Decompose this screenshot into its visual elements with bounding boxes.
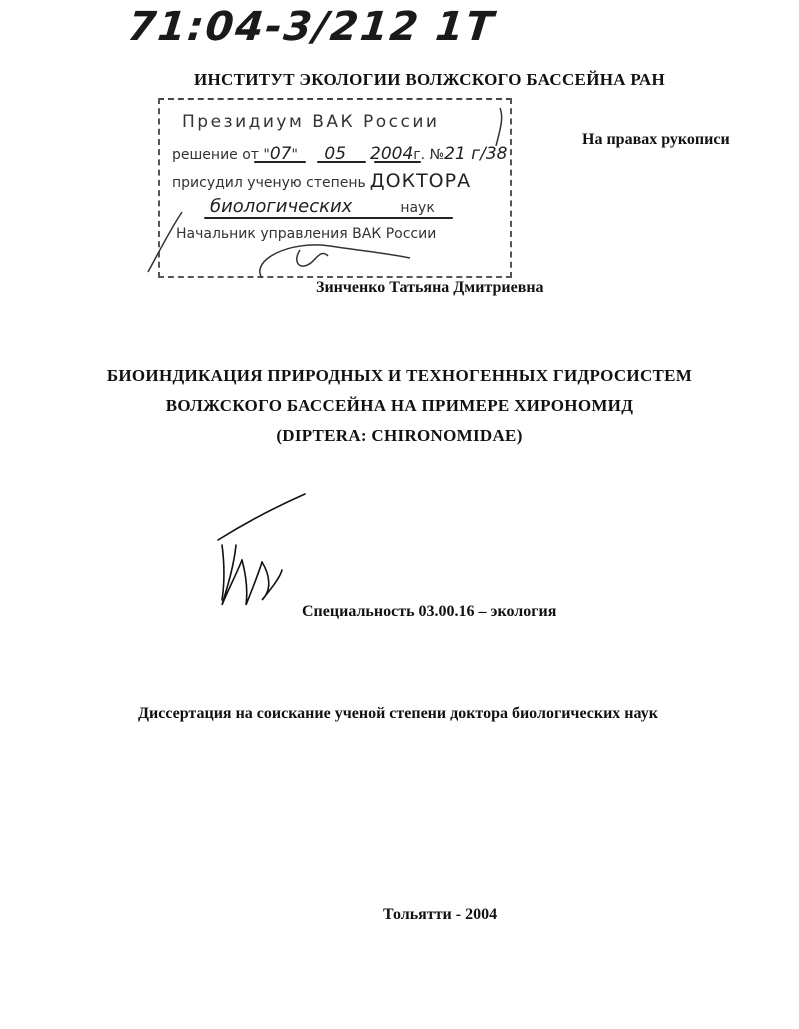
stamp-decision-prefix: решение от " <box>172 147 270 163</box>
stamp-decision-month: 05 <box>324 144 347 164</box>
city-year: Тольятти - 2004 <box>383 906 498 923</box>
title-line-3: (DIPTERA: CHIRONOMIDAE) <box>276 426 523 445</box>
stamp-title: Президиум ВАК России <box>182 112 440 132</box>
signature-line <box>218 494 305 540</box>
author-signature <box>218 494 305 605</box>
author-name: Зинченко Татьяна Дмитриевна <box>316 279 544 296</box>
signature-stroke-3 <box>242 560 262 605</box>
stamp-decision-number: 21 г/38 <box>444 144 508 164</box>
stamp-signature <box>148 108 502 278</box>
catalog-number: 71:04-3/212 1Т <box>125 4 498 50</box>
signature-stroke-2 <box>222 545 242 605</box>
specialty: Специальность 03.00.16 – экология <box>302 603 557 620</box>
stamp-number-prefix: г. № <box>413 147 445 163</box>
rights-note: На правах рукописи <box>582 131 730 148</box>
stamp-awarded-prefix: присудил ученую степень <box>172 175 366 191</box>
stamp-corner-mark <box>148 212 182 272</box>
title-line-1: БИОИНДИКАЦИЯ ПРИРОДНЫХ И ТЕХНОГЕННЫХ ГИДРОСИСТЕМ <box>106 366 693 385</box>
stamp-signature-loop <box>297 250 328 266</box>
stamp-decision-day: 07 <box>269 144 292 164</box>
title-line-2: ВОЛЖСКОГО БАССЕЙНА НА ПРИМЕРЕ ХИРОНОМИД <box>165 396 634 415</box>
stamp-decision-line: решение от "07" 05 2004г. №21 г/38 <box>172 144 508 164</box>
signature-stroke-4 <box>262 562 282 600</box>
stamp-signature-stroke <box>260 245 410 278</box>
stamp-edge-mark <box>496 108 502 146</box>
stamp-science-field: биологических <box>210 196 353 217</box>
stamp-degree: ДОКТОРА <box>369 170 472 192</box>
dissertation-statement: Диссертация на соискание ученой степени доктора биологических наук <box>138 705 658 722</box>
stamp-chief-title: Начальник управления ВАК России <box>176 226 437 242</box>
stamp-underlines <box>205 162 452 218</box>
signature-stroke-1 <box>222 545 224 600</box>
stamp-decision-year: 2004 <box>370 144 414 164</box>
institute-name: ИНСТИТУТ ЭКОЛОГИИ ВОЛЖСКОГО БАССЕЙНА РАН <box>194 70 665 89</box>
stamp-science-suffix: наук <box>400 200 435 216</box>
